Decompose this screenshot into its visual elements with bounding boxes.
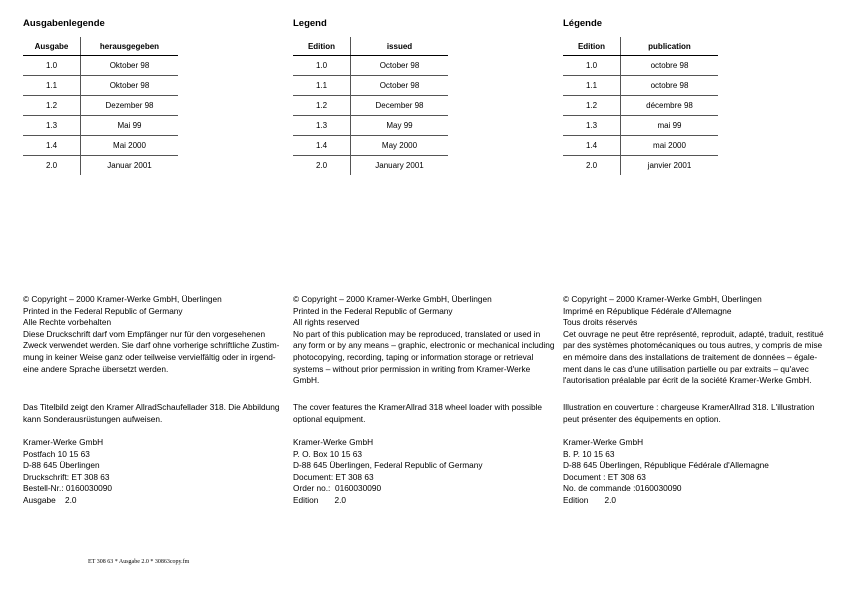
column-header: publication — [621, 37, 719, 56]
publisher-address-line: Kramer-Werke GmbH — [293, 437, 374, 447]
cover-note-line: Illustration en couverture : chargeuse KramerAllrad 318. L'illustration — [563, 402, 815, 412]
legend-title: Légende — [563, 18, 603, 29]
edition-cell: 1.4 — [293, 136, 351, 156]
issue-date-cell: May 99 — [351, 116, 449, 136]
issue-date-cell: Januar 2001 — [107, 161, 152, 170]
publisher-address — [293, 437, 483, 507]
issue-date-cell: mai 99 — [621, 116, 719, 136]
copyright-notice — [293, 294, 554, 387]
issue-date-cell: December 98 — [351, 96, 449, 116]
copyright-notice-line: ment dans le cas d'une utilisation partielle ou par extraits – qu'avec — [563, 363, 809, 374]
issue-date-cell: octobre 98 — [621, 76, 719, 96]
publisher-address-line: Druckschrift: ET 308 63 — [23, 471, 110, 482]
column-header: issued — [351, 37, 449, 56]
table-row — [293, 156, 448, 176]
publisher-address-line: Kramer-Werke GmbH — [23, 437, 104, 447]
column-header: Edition — [293, 37, 351, 56]
copyright-notice-line: eine andere Sprache übersetzt werden. — [23, 363, 169, 374]
edition-table — [293, 37, 448, 175]
publisher-address-line: B. P. 10 15 63 — [563, 448, 615, 459]
issue-date-cell: October 98 — [351, 56, 449, 76]
column-german — [23, 0, 288, 595]
legend-title: Legend — [293, 18, 327, 29]
table-row — [23, 56, 178, 76]
table-row — [563, 76, 718, 96]
edition-table — [563, 37, 718, 175]
edition-cell: 1.1 — [23, 76, 81, 96]
copyright-notice-line: photocopying, recording, taping or information storage or retrieval — [293, 351, 534, 362]
copyright-notice-line: Zweck verwendet werden. Sie darf ohne vorherige schriftliche Zustim- — [23, 340, 280, 351]
publisher-address-line: Edition 2.0 — [563, 494, 617, 505]
edition-cell: 2.0 — [23, 156, 81, 176]
copyright-notice-line: par des systèmes photomécaniques ou tous autres, y compris de mise — [563, 340, 823, 351]
edition-cell: 1.0 — [293, 56, 351, 76]
table-header-row — [293, 37, 448, 56]
cover-note — [23, 402, 279, 425]
issue-date-cell: May 2000 — [351, 136, 449, 156]
edition-cell: 1.2 — [293, 96, 351, 116]
edition-cell: 1.1 — [563, 76, 621, 96]
table-row — [563, 96, 718, 116]
edition-cell: 1.4 — [23, 136, 81, 156]
cover-note-line: optional equipment. — [293, 413, 366, 424]
copyright-notice-line: Printed in the Federal Republic of Germany — [293, 305, 453, 316]
copyright-notice-line: © Copyright – 2000 Kramer-Werke GmbH, Überlingen — [293, 294, 492, 304]
table-row — [563, 156, 718, 176]
publisher-address-line: Kramer-Werke GmbH — [563, 437, 644, 447]
issue-date-cell: Oktober 98 — [81, 76, 179, 96]
copyright-notice-line: Alle Rechte vorbehalten — [23, 317, 112, 328]
edition-cell: 1.3 — [293, 116, 351, 136]
issue-date-cell: Dezember 98 — [81, 96, 179, 116]
publisher-address — [23, 437, 112, 507]
issue-date-cell: Oktober 98 — [81, 56, 179, 76]
publisher-address-line: Document: ET 308 63 — [293, 471, 374, 482]
copyright-notice — [563, 294, 824, 387]
table-row — [293, 136, 448, 156]
table-row — [293, 76, 448, 96]
edition-cell: 1.0 — [563, 56, 621, 76]
copyright-notice-line: No part of this publication may be reproduced, translated or used in — [293, 328, 541, 339]
cover-note — [563, 402, 815, 425]
publisher-address-line: P. O. Box 10 15 63 — [293, 448, 363, 459]
legend-title: Ausgabenlegende — [23, 18, 105, 29]
table-row — [293, 116, 448, 136]
copyright-notice-line: mung in keiner Weise ganz oder teilweise vervielfältig oder in irgend- — [23, 351, 276, 362]
issue-date-cell: décembre 98 — [621, 96, 719, 116]
issue-date-cell: Mai 99 — [81, 116, 179, 136]
edition-cell: 1.4 — [563, 136, 621, 156]
edition-cell: 1.3 — [23, 116, 81, 136]
publisher-address-line: No. de commande :0160030090 — [563, 483, 682, 494]
copyright-notice-line: l'autorisation préalable par écrit de la société Kramer-Werke GmbH. — [563, 375, 812, 386]
table-row — [23, 156, 178, 176]
table-row — [23, 116, 178, 136]
table-row — [563, 136, 718, 156]
table-row — [293, 96, 448, 116]
table-header-row — [23, 37, 178, 56]
publisher-address — [563, 437, 769, 507]
publisher-address-line: Edition 2.0 — [293, 494, 347, 505]
issue-date-cell: January 2001 — [375, 161, 424, 170]
publisher-address-line: Order no.: 0160030090 — [293, 483, 382, 494]
edition-cell: 2.0 — [293, 156, 351, 176]
column-header: Edition — [563, 37, 621, 56]
table-row — [23, 76, 178, 96]
copyright-notice-line: Printed in the Federal Republic of Germany — [23, 305, 183, 316]
publisher-address-line: D-88 645 Überlingen — [23, 460, 100, 471]
publisher-address-line: D-88 645 Überlingen, République Fédérale d'Allemagne — [563, 460, 769, 471]
table-row — [563, 56, 718, 76]
copyright-notice-line: Diese Druckschrift darf vom Empfänger nur für den vorgesehenen — [23, 328, 266, 339]
copyright-notice — [23, 294, 279, 375]
column-english — [293, 0, 558, 595]
page-footer: ET 308 63 * Ausgabe 2.0 * 30863copy.fm — [88, 559, 190, 565]
copyright-notice-line: All rights reserved — [293, 317, 360, 328]
copyright-notice-line: Imprimé en République Fédérale d'Allemagne — [563, 305, 732, 316]
table-row — [293, 56, 448, 76]
edition-cell: 1.1 — [293, 76, 351, 96]
issue-date-cell: mai 2000 — [621, 136, 719, 156]
column-header: herausgegeben — [81, 37, 179, 56]
cover-note-line: Das Titelbild zeigt den Kramer AllradSchaufellader 318. Die Abbildung — [23, 402, 280, 412]
edition-table — [23, 37, 178, 175]
edition-cell: 1.0 — [23, 56, 81, 76]
column-french — [563, 0, 828, 595]
cover-note-line: peut présenter des équipements en option. — [563, 413, 721, 424]
publisher-address-line: Document : ET 308 63 — [563, 471, 646, 482]
table-row — [23, 136, 178, 156]
copyright-notice-line: © Copyright – 2000 Kramer-Werke GmbH, Überlingen — [23, 294, 222, 304]
issue-date-cell: octobre 98 — [621, 56, 719, 76]
issue-date-cell: October 98 — [351, 76, 449, 96]
copyright-notice-line: systems – without prior permission in writing from Kramer-Werke — [293, 363, 531, 374]
issue-date-cell: Mai 2000 — [81, 136, 179, 156]
publisher-address-line: Postfach 10 15 63 — [23, 448, 90, 459]
copyright-notice-line: Cet ouvrage ne peut être représenté, reproduit, adapté, traduit, restitué — [563, 328, 824, 339]
publisher-address-line: Ausgabe 2.0 — [23, 494, 77, 505]
edition-cell: 1.2 — [563, 96, 621, 116]
copyright-notice-line: any form or by any means – graphic, electronic or mechanical including — [293, 340, 555, 351]
edition-cell: 2.0 — [563, 156, 621, 176]
cover-note-line: The cover features the KramerAllrad 318 wheel loader with possible — [293, 402, 543, 412]
copyright-notice-line: GmbH. — [293, 375, 320, 386]
edition-cell: 1.2 — [23, 96, 81, 116]
copyright-notice-line: © Copyright – 2000 Kramer-Werke GmbH, Überlingen — [563, 294, 762, 304]
issue-date-cell: janvier 2001 — [647, 161, 692, 170]
cover-note — [293, 402, 542, 425]
column-header: Ausgabe — [23, 37, 81, 56]
publisher-address-line: D-88 645 Überlingen, Federal Republic of Germany — [293, 460, 483, 471]
publisher-address-line: Bestell-Nr.: 0160030090 — [23, 483, 113, 494]
copyright-notice-line: Tous droits réservés — [563, 317, 638, 328]
edition-cell: 1.3 — [563, 116, 621, 136]
copyright-notice-line: en mémoire dans des installations de traitement de données – égale- — [563, 351, 818, 362]
cover-note-line: kann Sonderausrüstungen aufweisen. — [23, 413, 163, 424]
table-row — [23, 96, 178, 116]
table-row — [563, 116, 718, 136]
table-header-row — [563, 37, 718, 56]
